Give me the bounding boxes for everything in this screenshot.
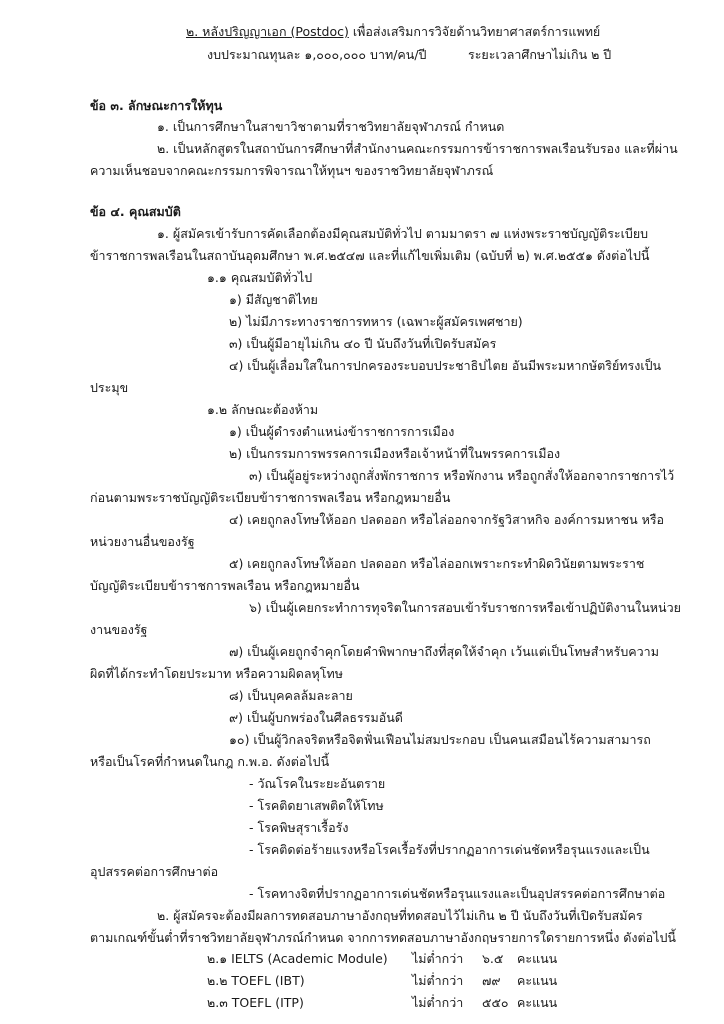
test-name-ielts: ๒.๑ IELTS (Academic Module)	[207, 951, 388, 966]
prohibition-10: ๑๐) เป็นผู้วิกลจริตหรือจิตฟั่นเฟือนไม่สมประกอบ เป็นคนเสมือนไร้ความสามารถ	[229, 732, 651, 747]
prohibition-9: ๙) เป็นผู้บกพร่องในศีลธรรมอันดี	[229, 710, 403, 725]
prohibition-5-cont: บัญญัติระเบียบข้าราชการพลเรือน หรือกฎหมายอื่น	[90, 578, 360, 593]
prohibition-1: ๑) เป็นผู้ดำรงตำแหน่งข้าราชการการเมือง	[229, 424, 455, 439]
test-score-ielts: ๖.๕	[482, 951, 504, 966]
prohibition-3: ๓) เป็นผู้อยู่ระหว่างถูกสั่งพักราชการ หรือพักงาน หรือถูกสั่งให้ออกจากราชการไว้	[249, 468, 675, 483]
disease-2: - โรคติดยาเสพติดให้โทษ	[249, 798, 384, 813]
qualification-3: ๓) เป็นผู้มีอายุไม่เกิน ๔๐ ปี นับถึงวันที่เปิดรับสมัคร	[229, 336, 497, 351]
test-min-toefl-ibt: ไม่ต่ำกว่า	[412, 973, 464, 988]
subsection-1-1-title: ๑.๑ คุณสมบัติทั่วไป	[207, 270, 313, 285]
test-min-ielts: ไม่ต่ำกว่า	[412, 951, 464, 966]
section-4-para-2: ๒. ผู้สมัครจะต้องมีผลการทดสอบภาษาอังกฤษที่ทดสอบไว้ไม่เกิน ๒ ปี นับถึงวันที่เปิดรับสมัคร	[157, 908, 643, 923]
prohibition-8: ๘) เป็นบุคคลล้มละลาย	[229, 688, 353, 703]
test-name-toefl-itp: ๒.๓ TOEFL (ITP)	[207, 995, 304, 1010]
section-3-item-1: ๑. เป็นการศึกษาในสาขาวิชาตามที่ราชวิทยาลัยจุฬาภรณ์ กำหนด	[157, 119, 505, 134]
section-3-item-2-cont: ความเห็นชอบจากคณะกรรมการพิจารณาให้ทุนฯ ของราชวิทยาลัยจุฬาภรณ์	[90, 163, 494, 178]
test-name-toefl-ibt: ๒.๒ TOEFL (IBT)	[207, 973, 305, 988]
section-3-item-2: ๒. เป็นหลักสูตรในสถาบันการศึกษาที่สำนักงานคณะกรรมการข้าราชการพลเรือนรับรอง และที่ผ่าน	[157, 141, 678, 156]
disease-1: - วัณโรคในระยะอันตราย	[249, 776, 386, 791]
prohibition-6-cont: งานของรัฐ	[90, 622, 148, 637]
test-unit-toefl-itp: คะแนน	[517, 995, 558, 1010]
postdoc-budget: งบประมาณทุนละ ๑,๐๐๐,๐๐๐ บาท/คน/ปี	[207, 47, 427, 62]
qualification-4-cont: ประมุข	[90, 380, 129, 395]
test-min-toefl-itp: ไม่ต่ำกว่า	[412, 995, 464, 1010]
prohibition-2: ๒) เป็นกรรมการพรรคการเมืองหรือเจ้าหน้าที่ในพรรคการเมือง	[229, 446, 561, 461]
test-unit-ielts: คะแนน	[517, 951, 558, 966]
test-score-toefl-ibt: ๗๙	[482, 973, 501, 988]
qualification-4: ๔) เป็นผู้เลื่อมใสในการปกครองระบอบประชาธิปไตย อันมีพระมหากษัตริย์ทรงเป็น	[229, 358, 662, 373]
test-score-toefl-itp: ๕๕๐	[482, 995, 509, 1010]
section-4-title: ข้อ ๔. คุณสมบัติ	[90, 204, 181, 219]
postdoc-duration: ระยะเวลาศึกษาไม่เกิน ๒ ปี	[468, 47, 612, 62]
disease-4: - โรคติดต่อร้ายแรงหรือโรคเรื้อรังที่ปรากฏอาการเด่นชัดหรือรุนแรงและเป็น	[249, 842, 650, 857]
prohibition-10-cont: หรือเป็นโรคที่กำหนดในกฎ ก.พ.อ. ดังต่อไปนี้	[90, 754, 330, 769]
section-4-para-1-cont: ข้าราชการพลเรือนในสถาบันอุดมศึกษา พ.ศ.๒๕๔๗ และที่แก้ไขเพิ่มเติม (ฉบับที่ ๒) พ.ศ.๒๕๕๑ ดังต่อไปนี้	[90, 248, 650, 263]
prohibition-7-cont: ผิดที่ได้กระทำโดยประมาท หรือความผิดลหุโทษ	[90, 666, 343, 681]
prohibition-7: ๗) เป็นผู้เคยถูกจำคุกโดยคำพิพากษาถึงที่สุดให้จำคุก เว้นแต่เป็นโทษสำหรับความ	[229, 644, 659, 659]
postdoc-heading-link: ๒. หลังปริญญาเอก (Postdoc)	[186, 24, 349, 39]
prohibition-4: ๔) เคยถูกลงโทษให้ออก ปลดออก หรือไล่ออกจากรัฐวิสาหกิจ องค์การมหาชน หรือ	[229, 512, 665, 527]
prohibition-3-cont: ก่อนตามพระราชบัญญัติระเบียบข้าราชการพลเรือน หรือกฎหมายอื่น	[90, 490, 451, 505]
postdoc-heading	[186, 24, 600, 40]
section-4-para-1: ๑. ผู้สมัครเข้ารับการคัดเลือกต้องมีคุณสมบัติทั่วไป ตามมาตรา ๗ แห่งพระราชบัญญัติระเบียบ	[157, 226, 649, 241]
prohibition-5: ๕) เคยถูกลงโทษให้ออก ปลดออก หรือไล่ออกเพราะกระทำผิดวินัยตามพระราช	[229, 556, 645, 571]
disease-5: - โรคทางจิตที่ปรากฏอาการเด่นชัดหรือรุนแรงและเป็นอุปสรรคต่อการศึกษาต่อ	[249, 886, 666, 901]
postdoc-heading-rest: เพื่อส่งเสริมการวิจัยด้านวิทยาศาสตร์การแพทย์	[348, 24, 601, 39]
section-3-title: ข้อ ๓. ลักษณะการให้ทุน	[90, 98, 223, 113]
qualification-2: ๒) ไม่มีภาระทางราชการทหาร (เฉพาะผู้สมัครเพศชาย)	[229, 314, 523, 329]
prohibition-4-cont: หน่วยงานอื่นของรัฐ	[90, 534, 195, 549]
section-4-para-2-cont: ตามเกณฑ์ขั้นต่ำที่ราชวิทยาลัยจุฬาภรณ์กำหนด จากการทดสอบภาษาอังกฤษรายการใดรายการหนึ่ง ดังต่อไปนี้	[90, 930, 676, 945]
prohibition-6: ๖) เป็นผู้เคยกระทำการทุจริตในการสอบเข้ารับราชการหรือเข้าปฏิบัติงานในหน่วย	[249, 600, 681, 615]
disease-3: - โรคพิษสุราเรื้อรัง	[249, 820, 349, 835]
disease-4-cont: อุปสรรคต่อการศึกษาต่อ	[90, 864, 219, 879]
test-unit-toefl-ibt: คะแนน	[517, 973, 558, 988]
subsection-1-2-title: ๑.๒ ลักษณะต้องห้าม	[207, 402, 319, 417]
qualification-1: ๑) มีสัญชาติไทย	[229, 292, 318, 307]
